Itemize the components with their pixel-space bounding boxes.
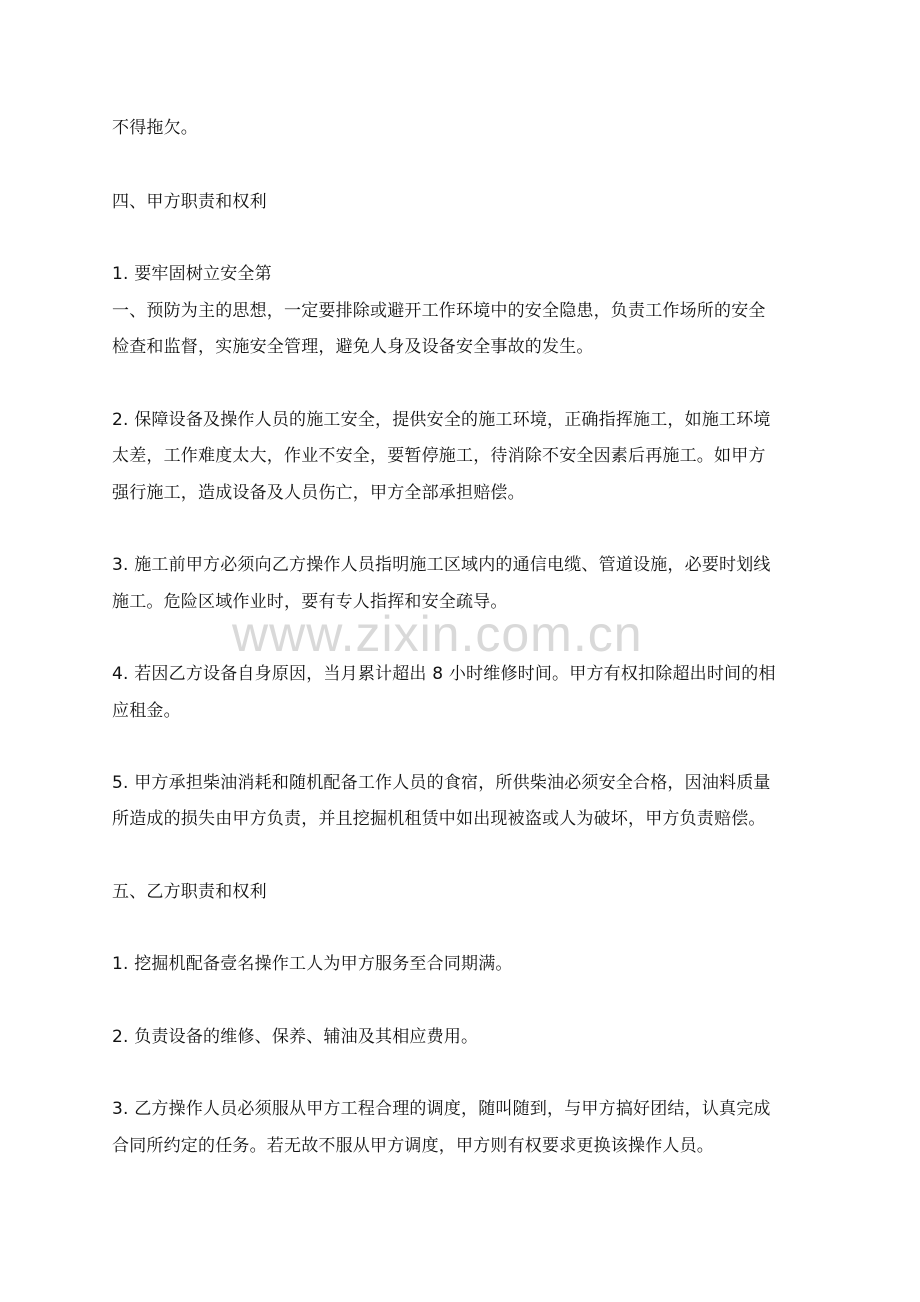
paragraph-line: 3. 施工前甲方必须向乙方操作人员指明施工区域内的通信电缆、管道设施，必要时划线: [112, 555, 771, 575]
paragraph-line: 一、预防为主的思想，一定要排除或避开工作环境中的安全隐患，负责工作场所的安全: [112, 301, 766, 321]
section-heading: 四、甲方职责和权利: [112, 192, 267, 212]
paragraph-line: 1. 挖掘机配备壹名操作工人为甲方服务至合同期满。: [112, 954, 513, 974]
paragraph-line: 不得拖欠。: [112, 118, 198, 138]
paragraph-line: 3. 乙方操作人员必须服从甲方工程合理的调度，随叫随到，与甲方搞好团结，认真完成: [112, 1099, 771, 1119]
paragraph-line: 施工。危险区域作业时，要有专人指挥和安全疏导。: [112, 592, 508, 612]
paragraph-line: 2. 保障设备及操作人员的施工安全，提供安全的施工环境，正确指挥施工，如施工环境: [112, 410, 771, 430]
paragraph-line: 应租金。: [112, 701, 181, 721]
paragraph-line: 强行施工，造成设备及人员伤亡，甲方全部承担赔偿。: [112, 483, 525, 503]
paragraph-line: 4. 若因乙方设备自身原因，当月累计超出 8 小时维修时间。甲方有权扣除超出时间的相: [112, 664, 776, 684]
paragraph-line: 检查和监督，实施安全管理，避免人身及设备安全事故的发生。: [112, 337, 594, 357]
paragraph-line: 2. 负责设备的维修、保养、辅油及其相应费用。: [112, 1027, 479, 1047]
paragraph-line: 合同所约定的任务。若无故不服从甲方调度，甲方则有权要求更换该操作人员。: [112, 1136, 714, 1156]
paragraph-line: 5. 甲方承担柴油消耗和随机配备工作人员的食宿，所供柴油必须安全合格，因油料质量: [112, 773, 771, 793]
section-heading: 五、乙方职责和权利: [112, 882, 267, 902]
watermark: www.zixin.com.cn: [232, 606, 643, 662]
paragraph-line: 所造成的损失由甲方负责，并且挖掘机租赁中如出现被盗或人为破坏，甲方负责赔偿。: [112, 809, 766, 829]
paragraph-line: 太差，工作难度太大，作业不安全，要暂停施工，待消除不安全因素后再施工。如甲方: [112, 446, 766, 466]
paragraph-line: 1. 要牢固树立安全第: [112, 264, 272, 284]
